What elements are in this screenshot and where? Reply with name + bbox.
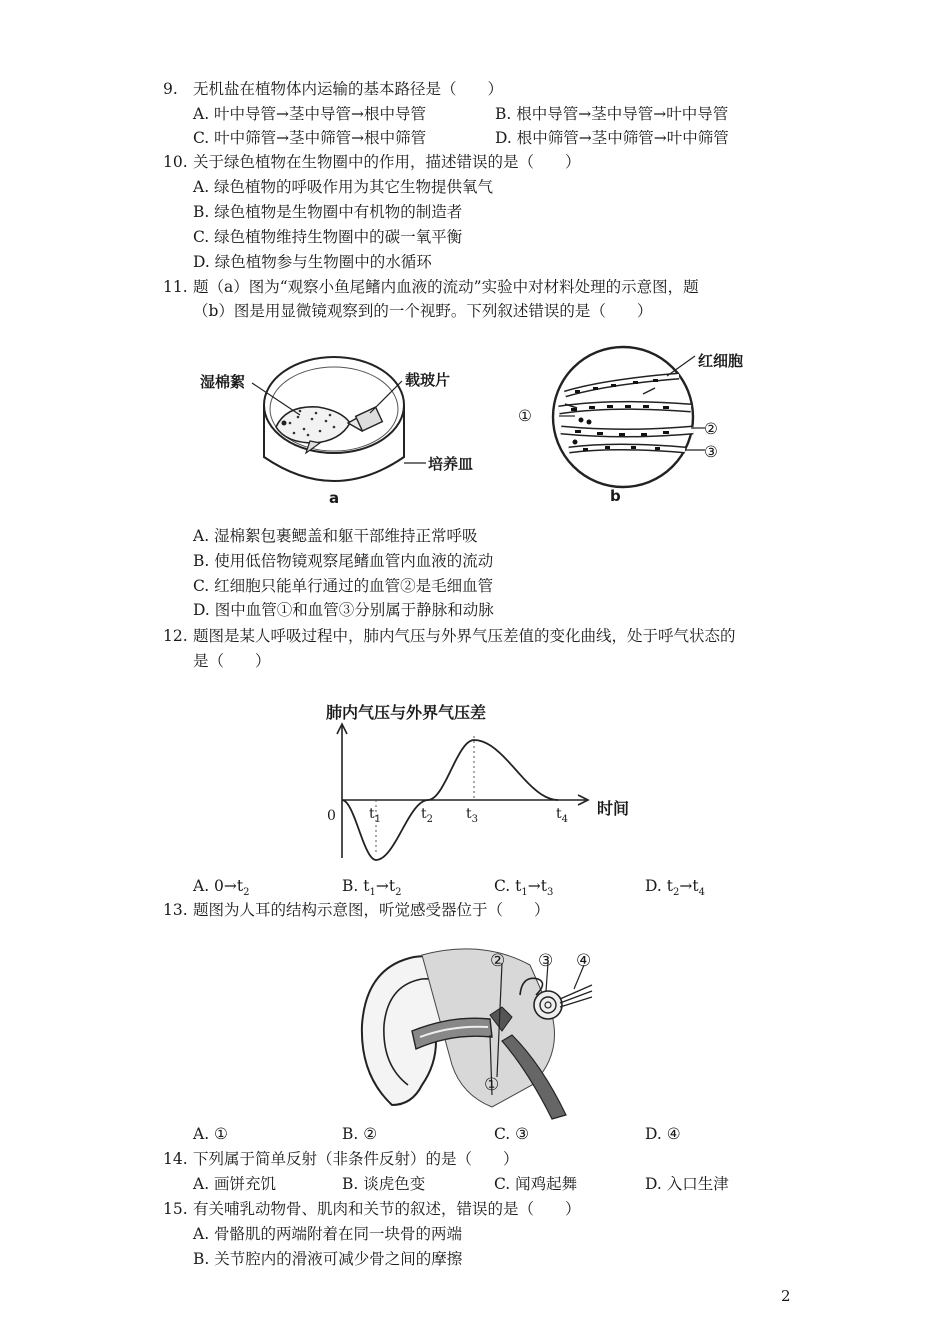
- q15-number: 15.: [163, 1200, 188, 1218]
- q13-option-b: B. ②: [342, 1125, 378, 1143]
- q9-option-b: B. 根中导管→茎中导管→叶中导管: [495, 105, 729, 123]
- q10-option-a: A. 绿色植物的呼吸作用为其它生物提供氧气: [193, 178, 494, 196]
- chart-title: 肺内气压与外界气压差: [326, 703, 487, 722]
- ear-label-3: ③: [538, 951, 554, 971]
- q11-option-b: B. 使用低倍物镜观察尾鳍血管内血液的流动: [193, 552, 494, 570]
- label-vessel-1: ①: [518, 407, 532, 425]
- q10-number: 10.: [163, 153, 188, 171]
- q10-option-d: D. 绿色植物参与生物圈中的水循环: [193, 253, 432, 271]
- q9-option-a: A. 叶中导管→茎中导管→根中导管: [193, 105, 427, 123]
- q11-stem-line2: （b）图是用显微镜观察到的一个视野。下列叙述错误的是（ ）: [193, 302, 653, 320]
- chart-x-label: 时间: [597, 799, 630, 818]
- q12-option-c: C. $t_1\to t_3$: [494, 877, 554, 899]
- q9-stem: 无机盐在植物体内运输的基本路径是（ ）: [193, 80, 504, 98]
- ear-label-2: ②: [490, 951, 506, 971]
- q13-option-a: A. ①: [193, 1125, 228, 1143]
- label-glass-slide: 载玻片: [405, 371, 451, 389]
- q13-stem: 题图为人耳的结构示意图，听觉感受器位于（ ）: [193, 901, 550, 919]
- tick-t3: $t_3$: [466, 806, 479, 825]
- q11-stem-line1: 题（a）图为“观察小鱼尾鳍内血液的流动”实验中对材料处理的示意图，题: [193, 278, 699, 296]
- label-vessel-2: ②: [704, 420, 718, 438]
- human-ear-figure: [352, 945, 602, 1125]
- fish-eye: [282, 421, 287, 426]
- cochlea: [534, 991, 562, 1019]
- q14-option-d: D. 入口生津: [645, 1175, 729, 1193]
- q11-option-a: A. 湿棉絮包裹鳃盖和躯干部维持正常呼吸: [193, 527, 478, 545]
- q14-option-b: B. 谈虎色变: [342, 1175, 426, 1193]
- tick-t2: $t_2$: [421, 806, 434, 825]
- q12-option-d: D. $t_2\to t_4$: [645, 877, 705, 899]
- q9-number: 9.: [163, 80, 178, 98]
- q9-option-d: D. 根中筛管→茎中筛管→叶中筛管: [495, 129, 729, 147]
- q14-stem: 下列属于简单反射（非条件反射）的是（ ）: [193, 1150, 519, 1168]
- q12-stem-line2: 是（ ）: [193, 652, 271, 670]
- q10-option-b: B. 绿色植物是生物圈中有机物的制造者: [193, 203, 463, 221]
- q10-option-c: C. 绿色植物维持生物圈中的碳一氧平衡: [193, 228, 463, 246]
- q14-number: 14.: [163, 1150, 188, 1168]
- microscope-view-circle: [553, 347, 693, 487]
- auditory-nerve: [560, 985, 592, 1007]
- page-number: 2: [781, 1287, 791, 1305]
- q15-stem: 有关哺乳动物骨、肌肉和关节的叙述，错误的是（ ）: [193, 1200, 581, 1218]
- q11-option-c: C. 红细胞只能单行通过的血管②是毛细血管: [193, 577, 494, 595]
- q11-number: 11.: [163, 278, 188, 296]
- q13-option-c: C. ③: [494, 1125, 530, 1143]
- q12-number: 12.: [163, 627, 188, 645]
- q9-option-c: C. 叶中筛管→茎中筛管→根中筛管: [193, 129, 427, 147]
- q14-option-c: C. 闻鸡起舞: [494, 1175, 578, 1193]
- q13-option-d: D. ④: [645, 1125, 681, 1143]
- ear-label-4: ④: [576, 951, 592, 971]
- label-red-blood-cell: 红细胞: [698, 352, 744, 370]
- q14-option-a: A. 画饼充饥: [193, 1175, 277, 1193]
- tick-t4: $t_4$: [556, 806, 569, 825]
- label-wet-cotton: 湿棉絮: [200, 373, 246, 391]
- caption-b: b: [610, 487, 621, 505]
- q15-option-a: A. 骨骼肌的两端附着在同一块骨的两端: [193, 1225, 463, 1243]
- q13-number: 13.: [163, 901, 188, 919]
- chart-origin-label: 0: [327, 808, 336, 824]
- fish-body: [276, 407, 350, 443]
- pressure-difference-chart: [310, 720, 650, 870]
- q15-option-b: B. 关节腔内的滑液可减少骨之间的摩擦: [193, 1250, 463, 1268]
- ear-label-1: ①: [484, 1075, 500, 1095]
- fish-petri-dish-figure: [190, 335, 490, 505]
- label-petri-dish: 培养皿: [428, 455, 474, 473]
- label-vessel-3: ③: [704, 443, 718, 461]
- tick-t1: $t_1$: [369, 806, 382, 825]
- q10-stem: 关于绿色植物在生物圈中的作用，描述错误的是（ ）: [193, 153, 581, 171]
- q12-stem-line1: 题图是某人呼吸过程中，肺内气压与外界气压差值的变化曲线，处于呼气状态的: [193, 627, 736, 645]
- q12-option-b: B. $t_1\to t_2$: [342, 877, 402, 899]
- q12-option-a: A. $0\to t_2$: [193, 877, 250, 899]
- caption-a: a: [329, 489, 340, 507]
- q11-option-d: D. 图中血管①和血管③分别属于静脉和动脉: [193, 601, 494, 619]
